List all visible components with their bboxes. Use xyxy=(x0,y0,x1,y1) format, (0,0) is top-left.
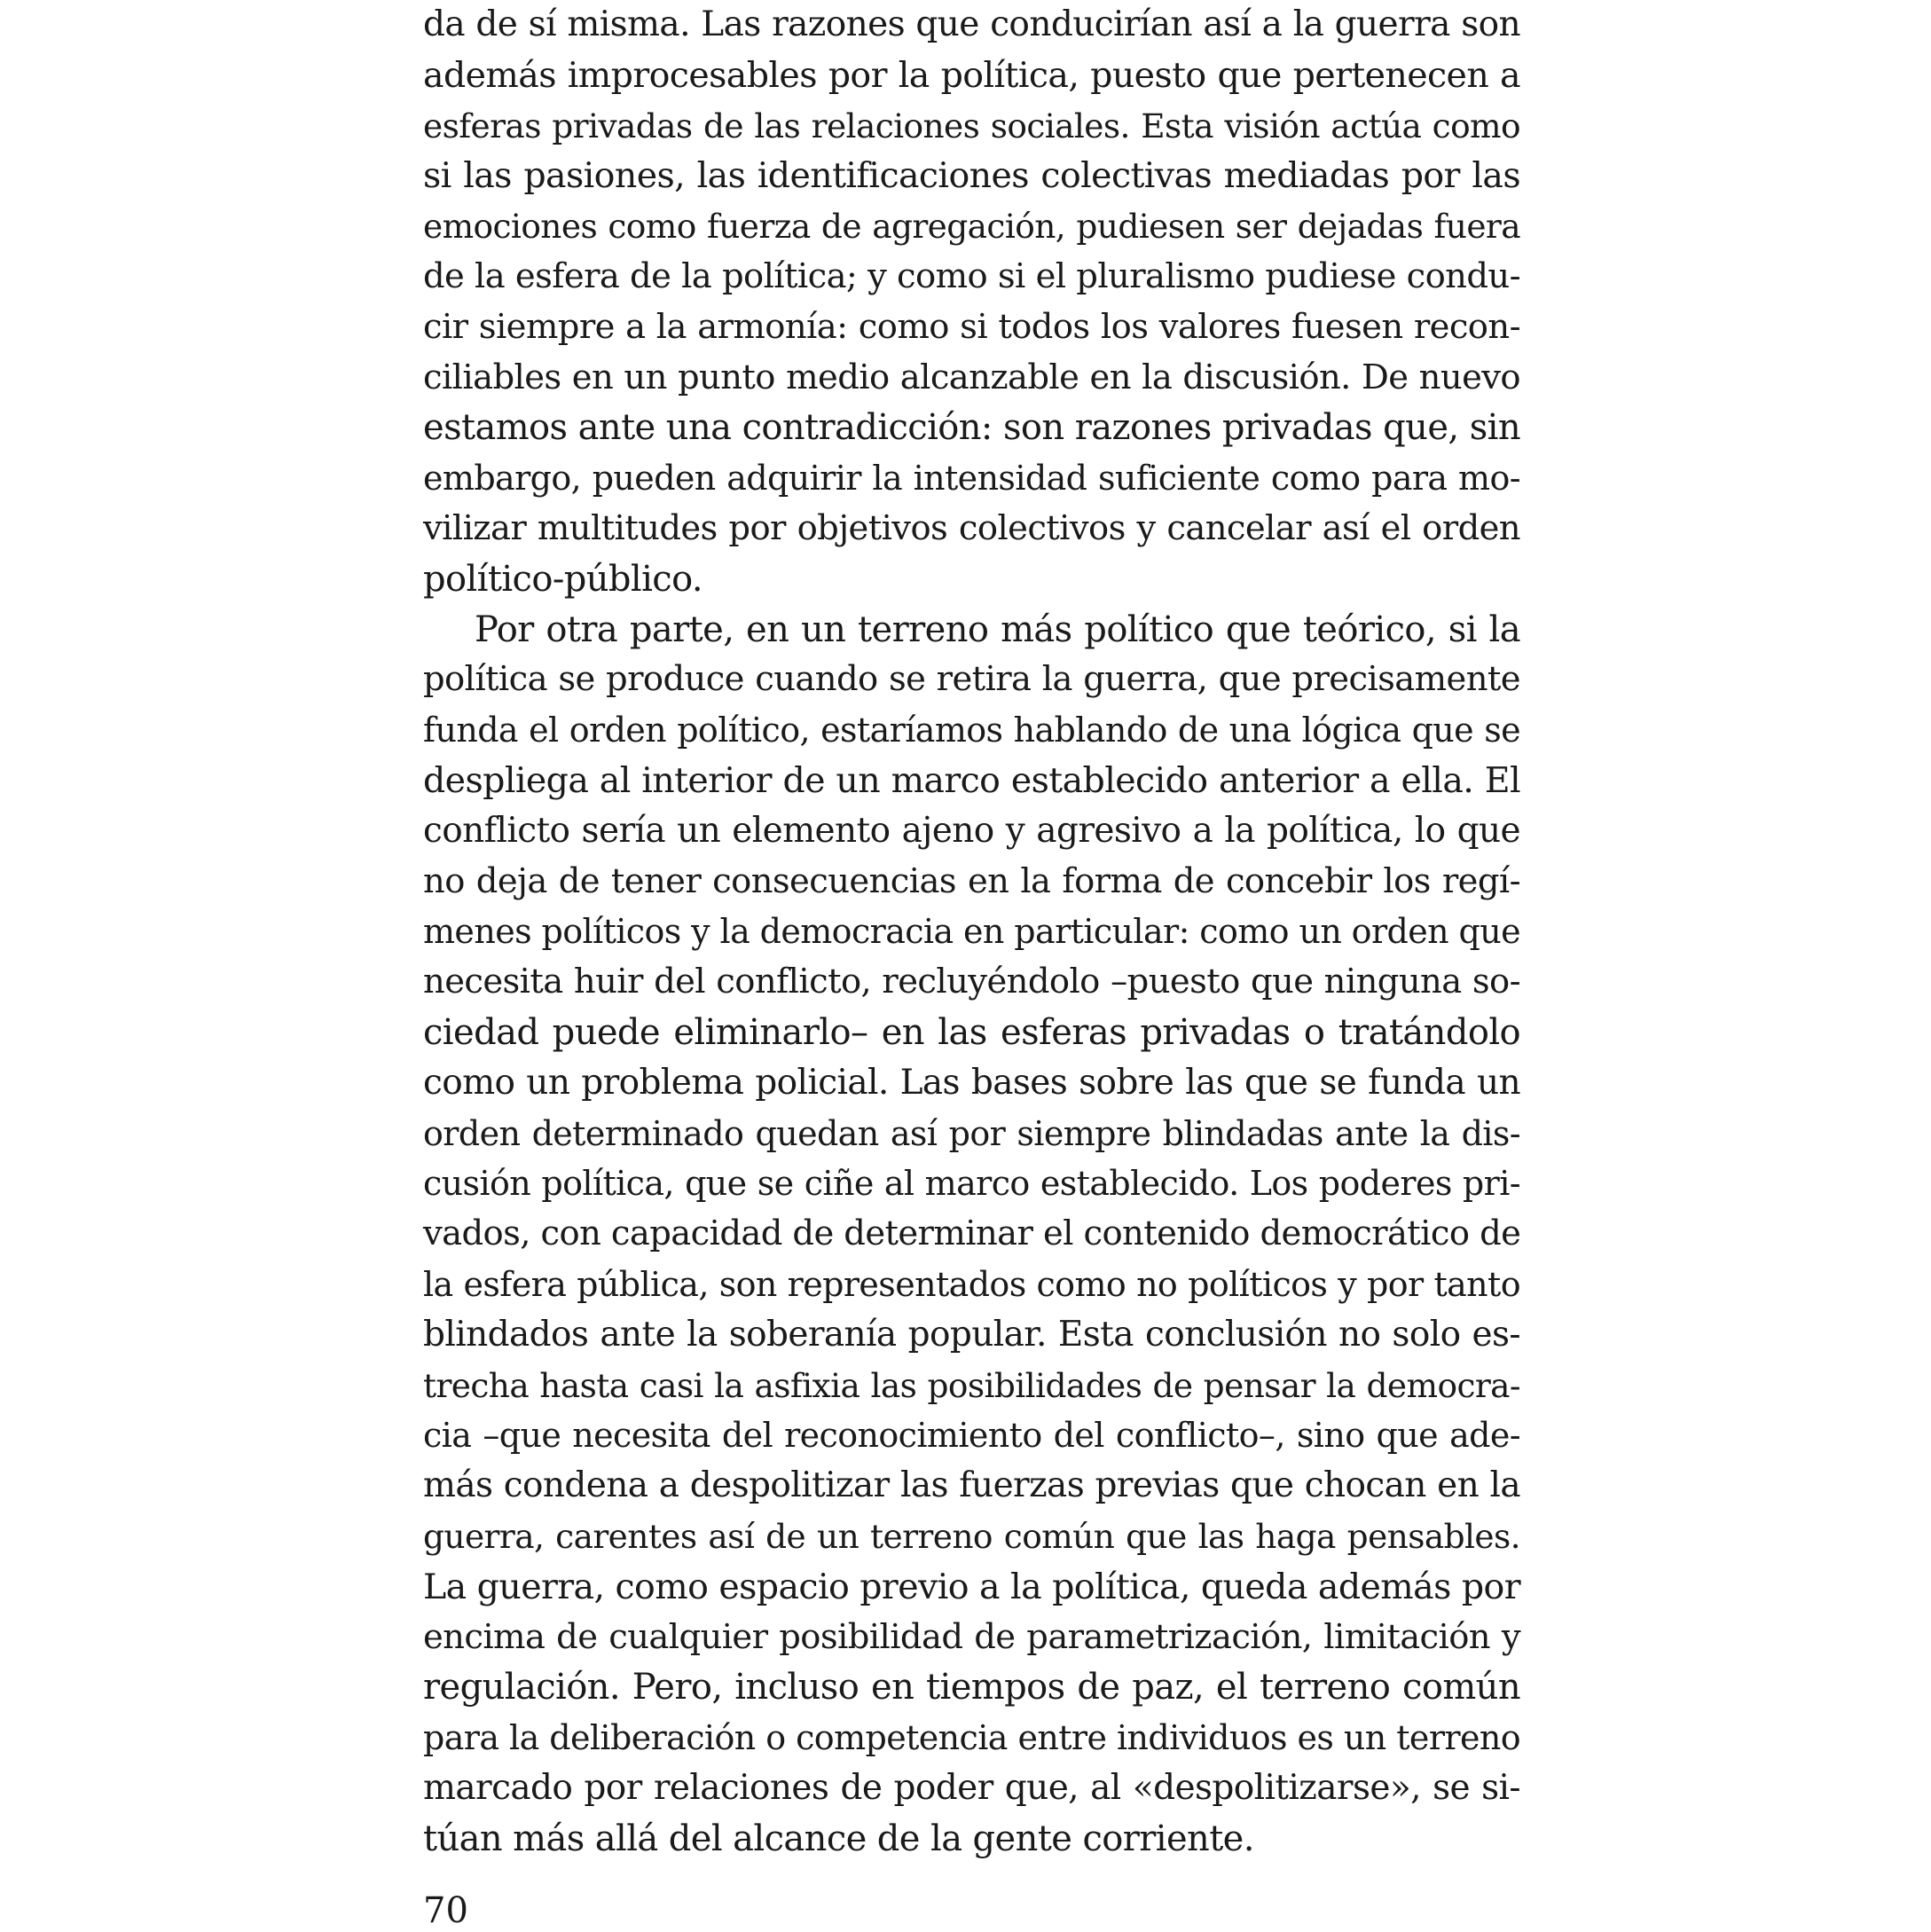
text-line: marcado por relaciones de poder que, al «despolitizarse», se si- xyxy=(423,1767,1520,1808)
text-line: vilizar multitudes por objetivos colectivos y cancelar así el orden xyxy=(423,507,1520,548)
text-line: funda el orden político, estaríamos hablando de una lógica que se xyxy=(423,711,1520,750)
text-line: conflicto sería un elemento ajeno y agresivo a la política, lo que xyxy=(423,810,1520,851)
text-line: como un problema policial. Las bases sobre las que se funda un xyxy=(423,1062,1520,1103)
text-line: necesita huir del conflicto, recluyéndolo –puesto que ninguna so- xyxy=(423,962,1520,1002)
text-line: cusión política, que se ciñe al marco establecido. Los poderes pri- xyxy=(423,1164,1520,1204)
text-line: ciliables en un punto medio alcanzable en la discusión. De nuevo xyxy=(423,357,1520,397)
text-line: da de sí misma. Las razones que conducirían así a la guerra son xyxy=(423,4,1520,44)
text-line: La guerra, como espacio previo a la política, queda además por xyxy=(423,1566,1520,1607)
text-line: ciedad puede eliminarlo– en las esferas privadas o tratándolo xyxy=(423,1011,1520,1053)
text-line: menes políticos y la democracia en particular: como un orden que xyxy=(423,912,1520,952)
text-line: Por otra parte, en un terreno más político que teórico, si la xyxy=(475,609,1520,650)
text-line: despliega al interior de un marco establecido anterior a ella. El xyxy=(423,759,1520,801)
text-line: regulación. Pero, incluso en tiempos de paz, el terreno común xyxy=(423,1667,1520,1708)
text-line: si las pasiones, las identificaciones colectivas mediadas por las xyxy=(423,155,1520,197)
text-line: de la esfera de la política; y como si el pluralismo pudiese condu- xyxy=(423,255,1520,296)
text-line: cir siempre a la armonía: como si todos los valores fuesen recon- xyxy=(423,306,1520,347)
text-line: encima de cualquier posibilidad de parametrización, limitación y xyxy=(423,1616,1520,1657)
text-line: política se produce cuando se retira la guerra, que precisamente xyxy=(423,659,1520,700)
text-line: más condena a despolitizar las fuerzas previas que chocan en la xyxy=(423,1465,1520,1506)
text-line: la esfera pública, son representados como no políticos y por tanto xyxy=(423,1264,1520,1304)
text-line: blindados ante la soberanía popular. Esta conclusión no solo es- xyxy=(423,1314,1520,1355)
text-line: emociones como fuerza de agregación, pudiesen ser dejadas fuera xyxy=(423,207,1520,247)
body-text xyxy=(423,0,1520,1864)
text-line: orden determinado quedan así por siempre blindadas ante la dis- xyxy=(423,1113,1520,1153)
text-line: estamos ante una contradicción: son razones privadas que, sin xyxy=(423,407,1520,449)
text-line: guerra, carentes así de un terreno común que las haga pensables. xyxy=(423,1516,1520,1556)
text-line: esferas privadas de las relaciones sociales. Esta visión actúa como xyxy=(423,106,1520,145)
text-line: vados, con capacidad de determinar el contenido democrático de xyxy=(423,1213,1521,1254)
text-line: no deja de tener consecuencias en la forma de concebir los regí- xyxy=(423,860,1520,901)
text-line: para la deliberación o competencia entre individuos es un terreno xyxy=(423,1718,1520,1758)
text-line: además improcesables por la política, puesto que pertenecen a xyxy=(423,54,1520,96)
text-line: político-público. xyxy=(423,558,703,600)
text-line: embargo, pueden adquirir la intensidad suficiente como para mo- xyxy=(423,459,1520,499)
text-line: trecha hasta casi la asfixia las posibilidades de pensar la democra- xyxy=(423,1365,1520,1405)
page-number: 70 xyxy=(423,1890,468,1931)
text-line: cia –que necesita del reconocimiento del conflicto–, sino que ade- xyxy=(423,1416,1520,1456)
text-line: túan más allá del alcance de la gente corriente. xyxy=(423,1818,1254,1859)
